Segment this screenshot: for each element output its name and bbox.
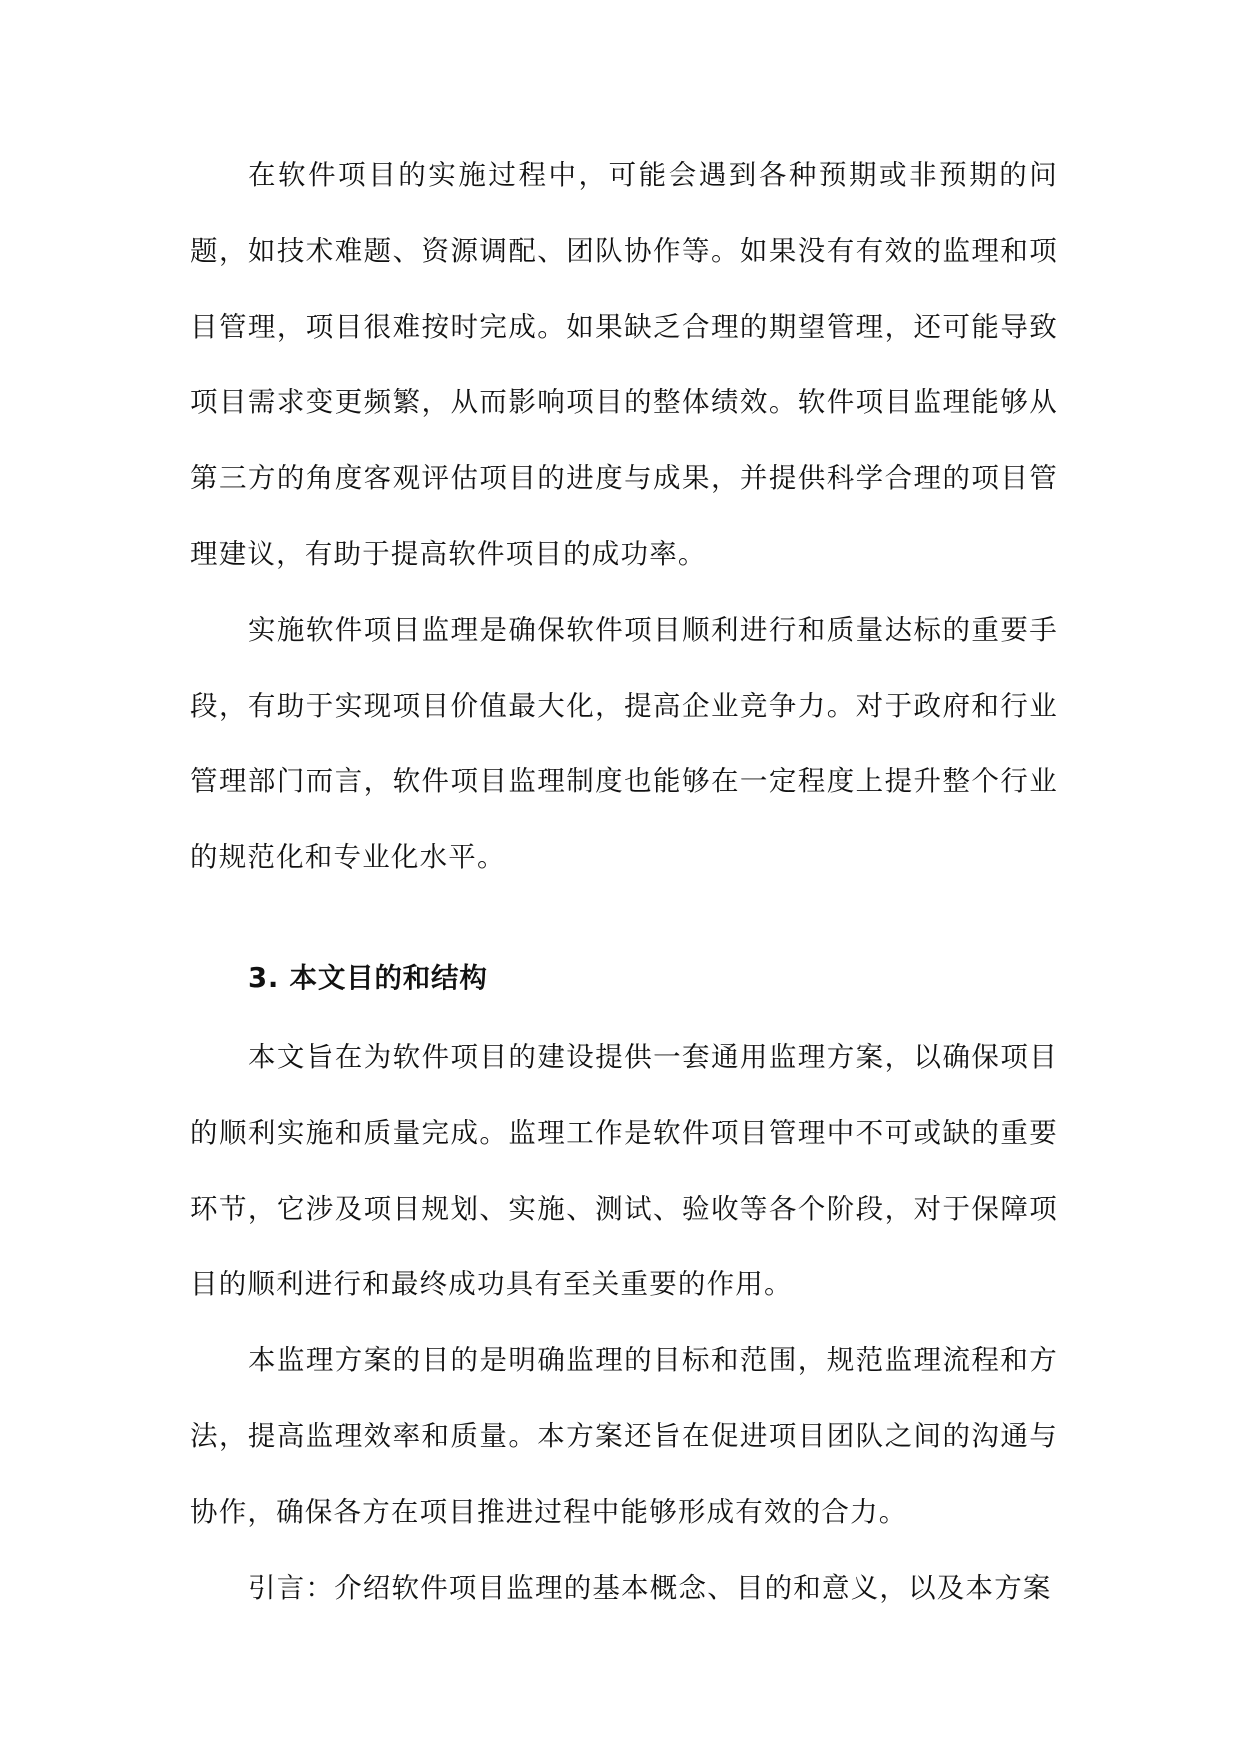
paragraph-introduction-summary: 引言：介绍软件项目监理的基本概念、目的和意义，以及本方案 — [248, 1571, 1052, 1604]
document-body — [190, 138, 1058, 1626]
section-heading-purpose-structure: 3. 本文目的和结构 — [248, 961, 488, 994]
paragraph-supervision-importance: 实施软件项目监理是确保软件项目顺利进行和质量达标的重要手段，有助于实现项目价值最大化，提高企业竞争力。对于政府和行业管理部门而言，软件项目监理制度也能够在一定程度上提升整个行业的规范化和专业化水平。 — [190, 613, 1058, 874]
paragraph-implementation-issues: 在软件项目的实施过程中，可能会遇到各种预期或非预期的问题，如技术难题、资源调配、团队协作等。如果没有有效的监理和项目管理，项目很难按时完成。如果缺乏合理的期望管理，还可能导致项目需求变更频繁，从而影响项目的整体绩效。软件项目监理能够从第三方的角度客观评估项目的进度与成果，并提供科学合理的项目管理建议，有助于提高软件项目的成功率。 — [190, 159, 1058, 570]
paragraph-plan-objectives: 本监理方案的目的是明确监理的目标和范围，规范监理流程和方法，提高监理效率和质量。本方案还旨在促进项目团队之间的沟通与协作，确保各方在项目推进过程中能够形成有效的合力。 — [190, 1344, 1058, 1528]
paragraph-document-purpose: 本文旨在为软件项目的建设提供一套通用监理方案，以确保项目的顺利实施和质量完成。监理工作是软件项目管理中不可或缺的重要环节，它涉及项目规划、实施、测试、验收等各个阶段，对于保障项目的顺利进行和最终成功具有至关重要的作用。 — [190, 1040, 1058, 1301]
